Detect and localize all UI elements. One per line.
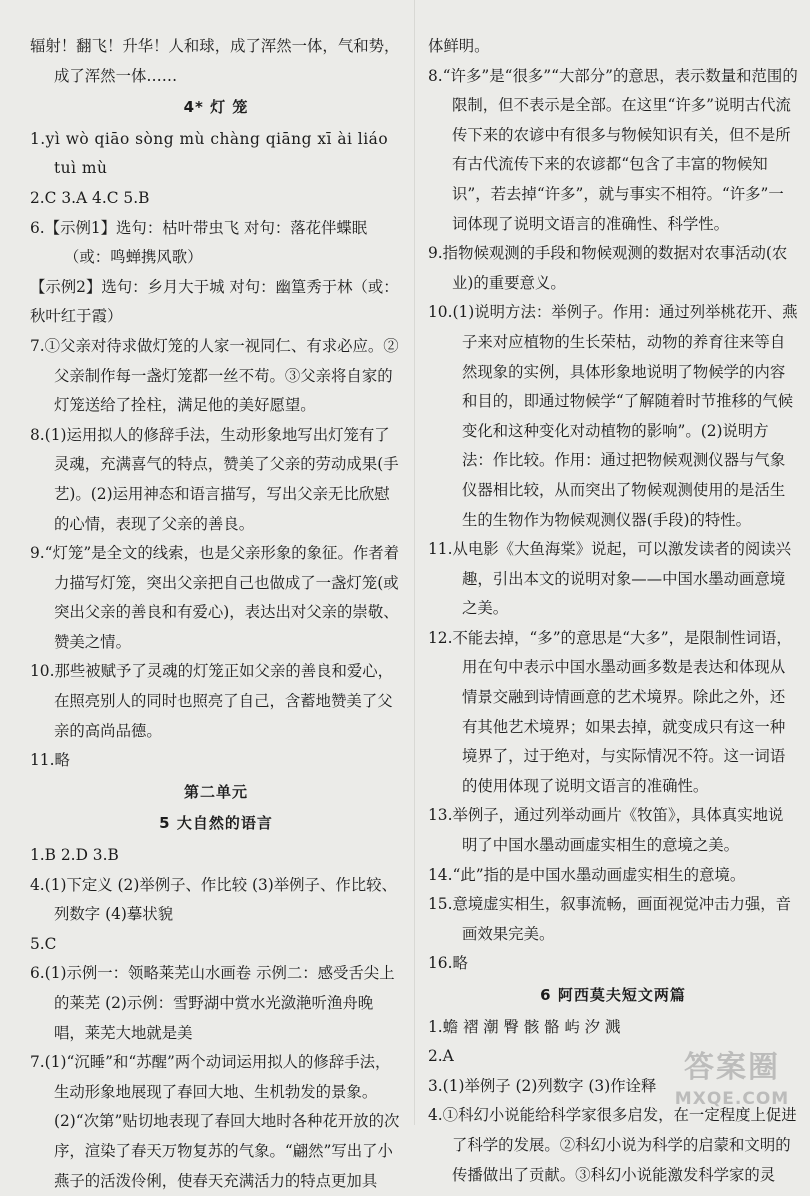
answer-item: 8.(1)运用拟人的修辞手法，生动形象地写出灯笼有了灵魂，充满喜气的特点，赞美了父亲的劳动成果(手艺)。(2)运用神态和语言描写，写出父亲无比欣慰的心情，表现了父亲的善良。 [30, 425, 399, 533]
watermark-text: 答案圈 [684, 1050, 780, 1085]
answer-item: 6.(1)示例一：领略莱芜山水画卷 示例二：感受舌尖上的莱芜 (2)示例：雪野湖中赏水光潋滟听渔舟晚唱，莱芜大地就是美 [30, 964, 395, 1042]
answer-item: 11.从电影《大鱼海棠》说起，可以激发读者的阅读兴趣，引出本文的说明对象——中国水墨动画意境之美。 [428, 540, 792, 618]
answer-continuation: 体鲜明。 [428, 37, 490, 55]
section-title: 6 阿西莫夫短文两篇 [540, 986, 686, 1004]
answer-item: 1.B 2.D 3.B [30, 846, 119, 865]
watermark-url: MXQE.COM [674, 1089, 790, 1109]
answer-continuation: 【示例2】选句：乡月大于城 对句：幽篁秀于林（或：秋叶红于霞） [30, 277, 399, 326]
answer-item: 3.(1)举例子 (2)列数字 (3)作诠释 [428, 1076, 657, 1095]
answer-item: 12.不能去掉，“多”的意思是“大多”，是限制性词语，用在句中表示中国水墨动画多数是表达和体现从情景交融到诗情画意的艺术境界。除此之外，还有其他艺术境界；如果去掉，就变成只有这一种境界了，过于绝对，与实际情况不符。这一词语的使用体现了说明文语言的准确性。 [428, 628, 792, 795]
answer-item: 1.yì wò qiāo sòng mù chàng qiāng xī ài liáo tuì mù [30, 129, 389, 178]
section-title: 5 大自然的语言 [159, 814, 273, 833]
answer-item: 11.略 [30, 751, 70, 770]
answer-item: 7.(1)“沉睡”和“苏醒”两个动词运用拟人的修辞手法，生动形象地展现了春回大地、生机勃发的景象。(2)“次第”贴切地表现了春回大地时各种花开放的次序，渲染了春天万物复苏的气象。“翩然”写出了小燕子的活泼伶俐，使春天充满活力的特点更加具 [30, 1053, 400, 1190]
answer-item: 4.①科幻小说能给科学家很多启发，在一定程度上促进了科学的发展。②科幻小说为科学的启蒙和文明的传播做出了贡献。③科幻小说能激发科学家的灵 [428, 1106, 797, 1184]
section-title: 第二单元 [183, 782, 248, 801]
section-title: 4* 灯 笼 [183, 98, 249, 117]
answer-item: 15.意境虚实相生，叙事流畅，画面视觉冲击力强，音画效果完美。 [428, 895, 792, 943]
answer-item: 5.C [30, 934, 57, 953]
answer-item: 16.略 [428, 954, 468, 973]
column-divider [414, 0, 415, 1125]
right-column [428, 0, 798, 1184]
answer-item: 10.那些被赋予了灵魂的灯笼正如父亲的善良和爱心，在照亮别人的同时也照亮了自己，含蓄地赞美了父亲的高尚品德。 [30, 662, 394, 740]
answer-item: 1.蟾 褶 潮 臀 骸 骼 屿 汐 溅 [428, 1017, 621, 1036]
watermark-logo [662, 1049, 802, 1119]
answer-item: 2.A [428, 1047, 454, 1066]
answer-item: 6.【示例1】选句：枯叶带虫飞 对句：落花伴蝶眠（或：鸣蝉携风歌） [30, 218, 368, 267]
answer-item: 9.“灯笼”是全文的线索，也是父亲形象的象征。作者着力描写灯笼，突出父亲把自己也做成了一盏灯笼(或突出父亲的善良和有爱心)，表达出对父亲的崇敬、赞美之情。 [30, 544, 400, 651]
answer-continuation: 辐射！翻飞！升华！人和球，成了浑然一体，气和势，成了浑然一体…… [30, 37, 400, 85]
answer-item: 9.指物候观测的手段和物候观测的数据对农事活动(农业)的重要意义。 [428, 244, 788, 292]
answer-item: 10.(1)说明方法：举例子。作用：通过列举桃花开、燕子来对应植物的生长荣枯，动物的养育往来等自然现象的实例，具体形象地说明了物候学的内容和目的，即通过物候学“了解随着时节推移的气候变化和这种变化对动植物的影响”。(2)说明方法：作比较。作用：通过把物候观测仪器与气象仪器相比较，从而突出了物候观测使用的是活生生的生物作为物候观测仪器(手段)的特性。 [428, 303, 798, 529]
answer-item: 8.“许多”是“很多”“大部分”的意思，表示数量和范围的限制，但不表示是全部。在这里“许多”说明古代流传下来的农谚中有很多与物候知识有关，但不是所有古代流传下来的农谚都“包含了丰富的物候知识”，若去掉“许多”，就与事实不相符。“许多”一词体现了说明文语言的准确性、科学性。 [428, 66, 798, 233]
answer-item: 13.举例子，通过列举动画片《牧笛》，具体真实地说明了中国水墨动画虚实相生的意境之美。 [428, 806, 784, 855]
left-column [30, 0, 402, 1190]
answer-item: 14.“此”指的是中国水墨动画虚实相生的意境。 [428, 865, 746, 884]
answer-item: 4.(1)下定义 (2)举例子、作比较 (3)举例子、作比较、列数字 (4)摹状貌 [30, 875, 397, 924]
answer-item: 7.①父亲对待求做灯笼的人家一视同仁、有求必应。②父亲制作每一盏灯笼都一丝不苟。③父亲将自家的灯笼送给了拴柱，满足他的美好愿望。 [30, 336, 399, 415]
answer-item: 2.C 3.A 4.C 5.B [30, 188, 150, 207]
